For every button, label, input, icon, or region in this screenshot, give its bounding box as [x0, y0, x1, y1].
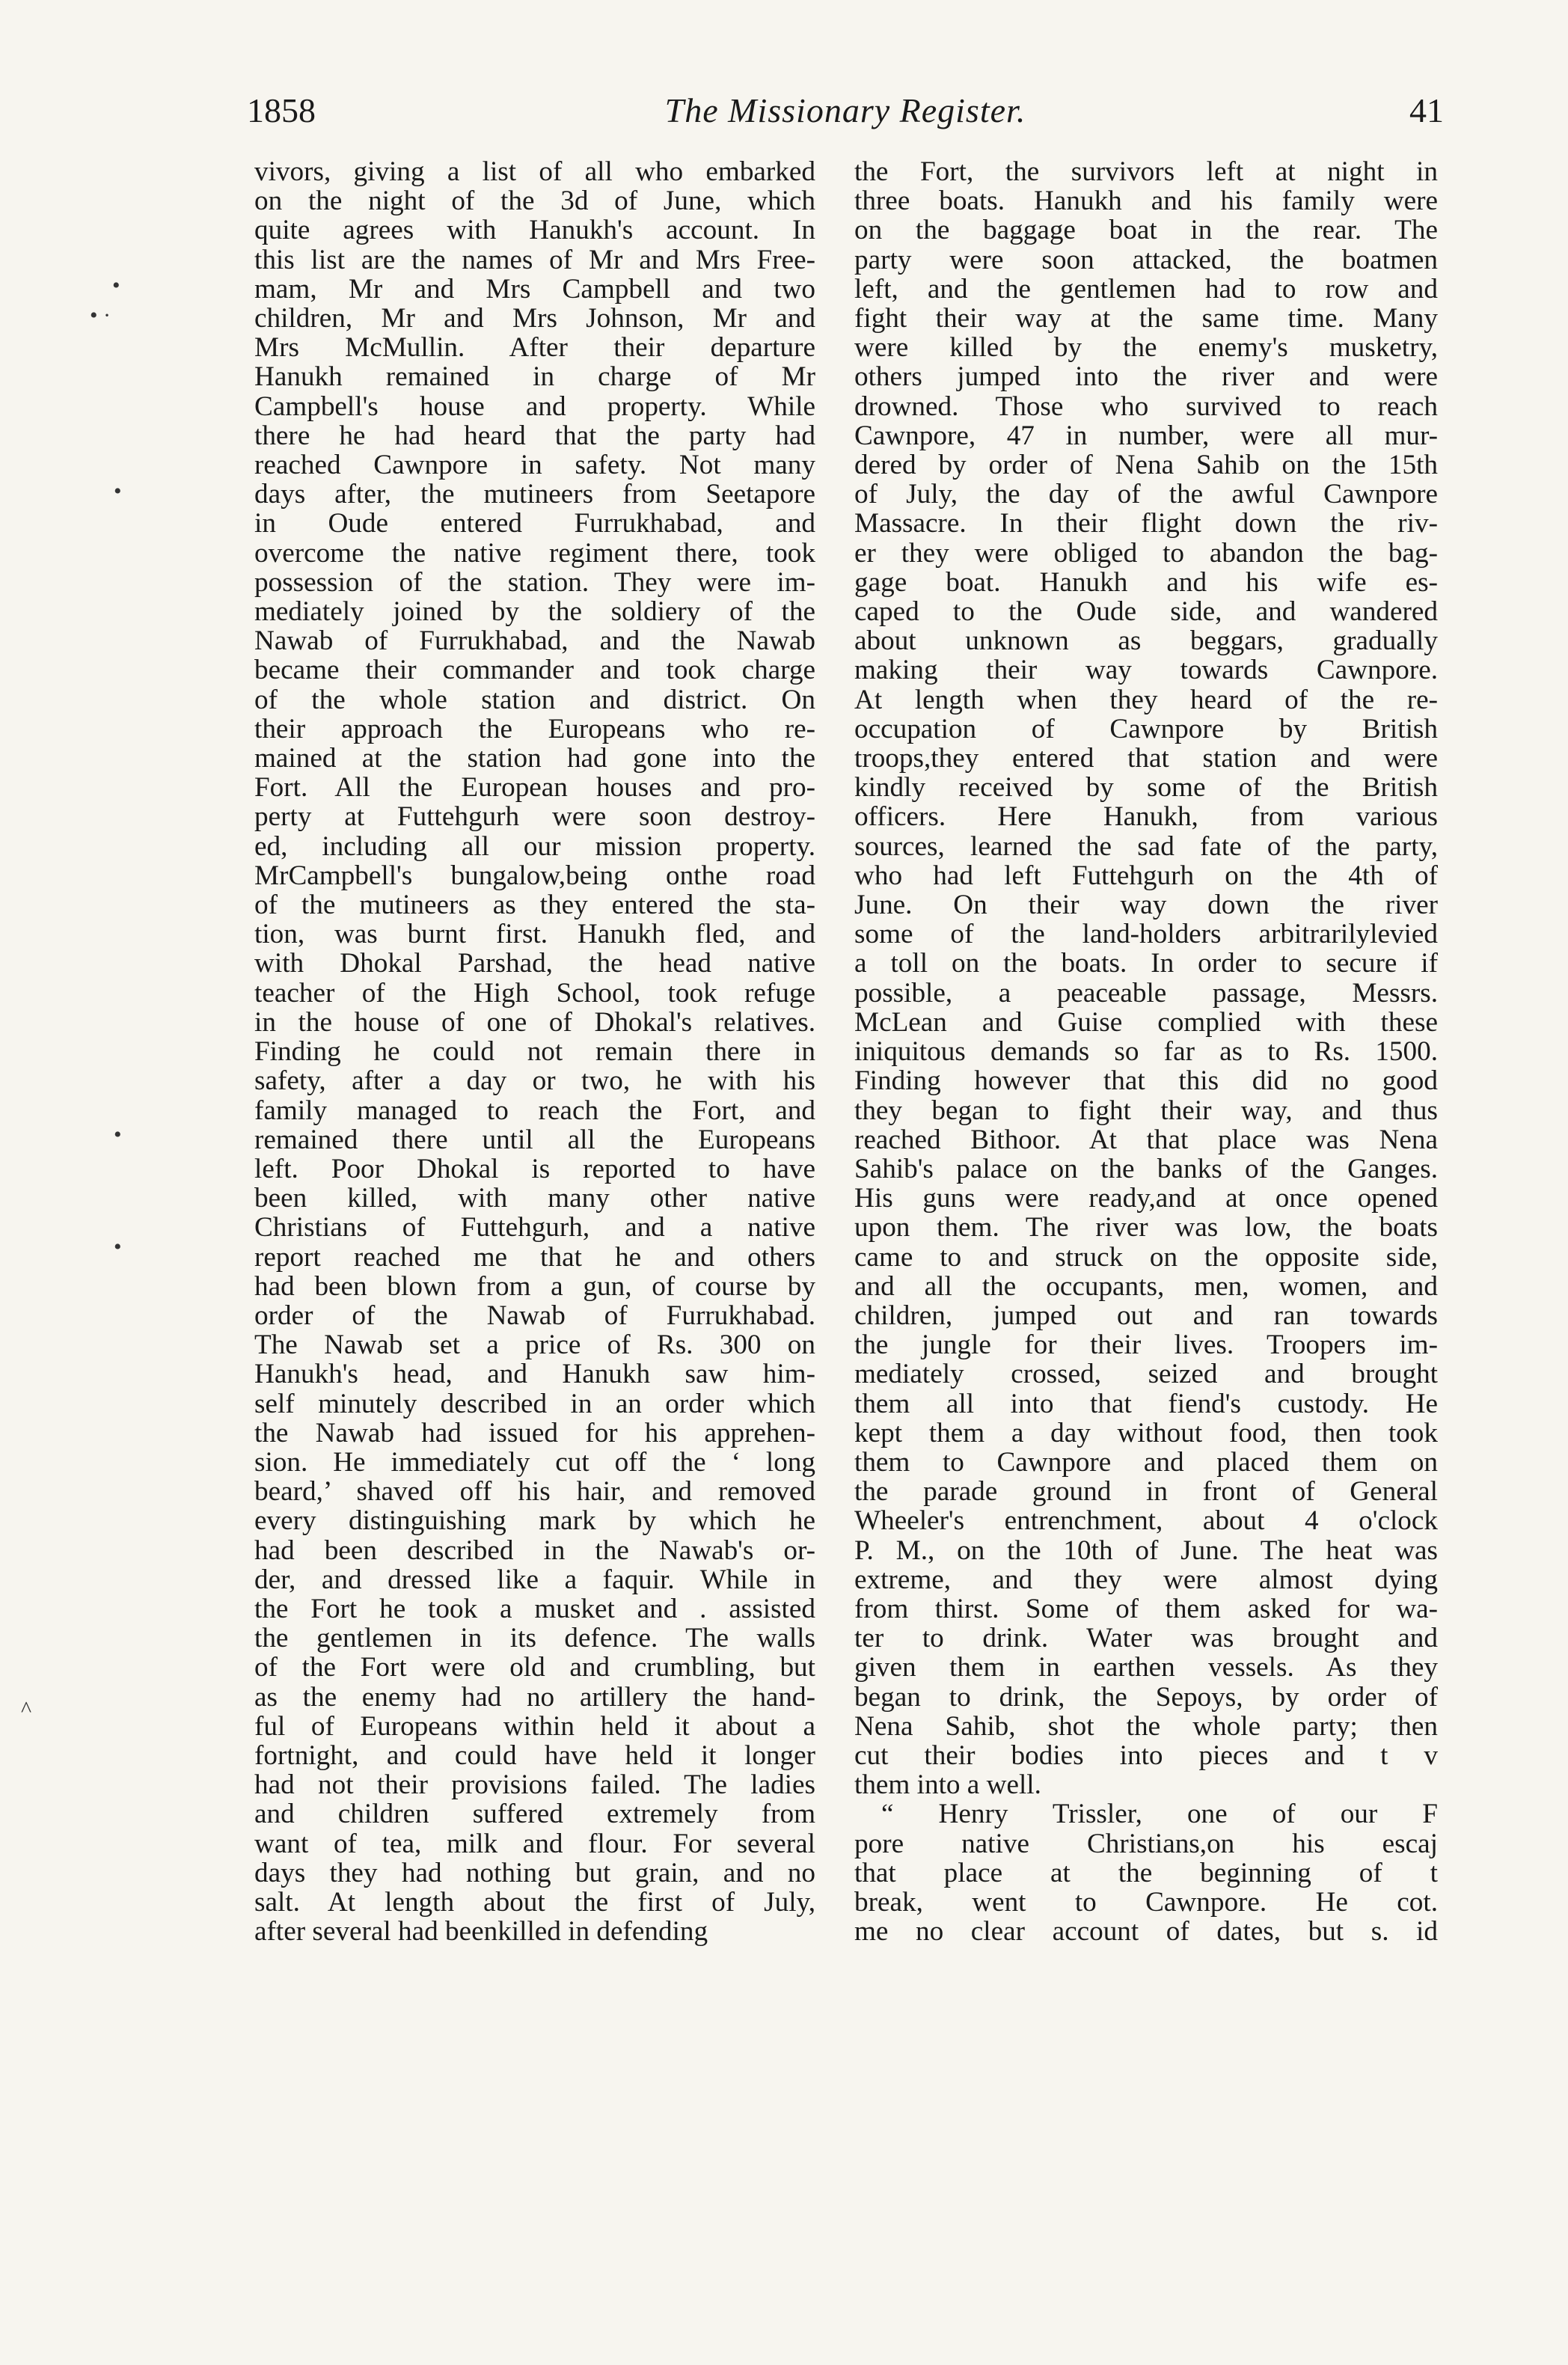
- text-line: The Nawab set a price of Rs. 300 on: [254, 1330, 815, 1360]
- text-line: making their way towards Cawnpore.: [854, 655, 1438, 685]
- text-line: drowned. Those who survived to reach: [854, 391, 1438, 421]
- text-line: reached Cawnpore in safety. Not many: [254, 450, 815, 480]
- text-line: mediately joined by the soldiery of the: [254, 597, 815, 627]
- text-line: had not their provisions failed. The ladies: [254, 1770, 815, 1800]
- page-header: [247, 88, 1444, 141]
- text-line: reached Bithoor. At that place was Nena: [854, 1125, 1438, 1154]
- text-line: dered by order of Nena Sahib on the 15th: [854, 450, 1438, 480]
- text-line: of July, the day of the awful Cawnpore: [854, 480, 1438, 510]
- text-line: on the night of the 3d of June, which: [254, 186, 815, 216]
- text-line: left. Poor Dhokal is reported to have: [254, 1154, 815, 1184]
- text-line: that place at the beginning of t: [854, 1858, 1438, 1888]
- text-line: me no clear account of dates, but s. id: [854, 1917, 1438, 1947]
- text-line: three boats. Hanukh and his family were: [854, 186, 1438, 216]
- text-line: possession of the station. They were im-: [254, 567, 815, 598]
- margin-mark: • ·: [90, 303, 111, 328]
- text-line: Campbell's house and property. While: [254, 391, 815, 421]
- text-line: mediately crossed, seized and brought: [854, 1359, 1438, 1389]
- text-line: Massacre. In their flight down the riv-: [854, 509, 1438, 539]
- text-line: McLean and Guise complied with these: [854, 1007, 1438, 1038]
- text-line: the parade ground in front of General: [854, 1477, 1438, 1507]
- text-line: left, and the gentlemen had to row and: [854, 274, 1438, 305]
- text-line: Finding he could not remain there in: [254, 1037, 815, 1067]
- text-line: ed, including all our mission property.: [254, 831, 815, 861]
- text-line: days after, the mutineers from Seetapore: [254, 480, 815, 510]
- text-line: and children suffered extremely from: [254, 1799, 815, 1829]
- text-line: “ Henry Trissler, one of our F: [881, 1799, 1438, 1829]
- text-line: Mrs McMullin. After their departure: [254, 333, 815, 363]
- text-line: on the baggage boat in the rear. The: [854, 215, 1438, 245]
- text-line: pore native Christians,on his escaj: [854, 1829, 1438, 1858]
- text-line: er they were obliged to abandon the bag-: [854, 538, 1438, 568]
- text-line: salt. At length about the first of July,: [254, 1887, 815, 1918]
- text-line: Sahib's palace on the banks of the Ganges.: [854, 1154, 1438, 1184]
- text-line: this list are the names of Mr and Mrs Free-: [254, 245, 815, 275]
- text-line: them into a well.: [854, 1770, 1041, 1800]
- text-line: the Fort he took a musket and . assisted: [254, 1594, 815, 1624]
- header-year: 1858: [247, 91, 316, 129]
- text-line: had been described in the Nawab's or-: [254, 1535, 815, 1565]
- text-line: ful of Europeans within held it about a: [254, 1711, 815, 1741]
- text-line: quite agrees with Hanukh's account. In: [254, 215, 815, 245]
- text-line: Fort. All the European houses and pro-: [254, 773, 815, 803]
- text-line: and all the occupants, men, women, and: [854, 1271, 1438, 1301]
- text-line: them all into that fiend's custody. He: [854, 1389, 1438, 1419]
- text-line: troops,they entered that station and were: [854, 744, 1438, 774]
- text-line: days they had nothing but grain, and no: [254, 1858, 815, 1888]
- text-line: about unknown as beggars, gradually: [854, 626, 1438, 656]
- text-line: in the house of one of Dhokal's relatives.: [254, 1007, 815, 1038]
- text-line: safety, after a day or two, he with his: [254, 1066, 815, 1096]
- text-line: His guns were ready,and at once opened: [854, 1184, 1438, 1214]
- text-line: the Fort, the survivors left at night in: [854, 157, 1438, 187]
- text-line: extreme, and they were almost dying: [854, 1564, 1438, 1594]
- text-line: P. M., on the 10th of June. The heat was: [854, 1535, 1438, 1565]
- text-line: remained there until all the Europeans: [254, 1125, 815, 1154]
- text-line: from thirst. Some of them asked for wa-: [854, 1594, 1438, 1624]
- text-line: self minutely described in an order which: [254, 1389, 815, 1419]
- text-line: of the mutineers as they entered the sta-: [254, 890, 815, 920]
- text-line: gage boat. Hanukh and his wife es-: [854, 567, 1438, 598]
- margin-mark: •: [114, 1234, 122, 1259]
- text-line: overcome the native regiment there, took: [254, 538, 815, 568]
- text-line: with Dhokal Parshad, the head native: [254, 949, 815, 979]
- right-column: [854, 157, 1438, 1946]
- text-line: became their commander and took charge: [254, 655, 815, 685]
- text-line: officers. Here Hanukh, from various: [854, 802, 1438, 832]
- text-line: others jumped into the river and were: [854, 362, 1438, 392]
- text-line: occupation of Cawnpore by British: [854, 714, 1438, 744]
- text-line: Nena Sahib, shot the whole party; then: [854, 1711, 1438, 1741]
- text-line: Hanukh's head, and Hanukh saw him-: [254, 1359, 815, 1389]
- text-line: them to Cawnpore and placed them on: [854, 1447, 1438, 1478]
- text-line: At length when they heard of the re-: [854, 685, 1438, 715]
- text-line: fight their way at the same time. Many: [854, 304, 1438, 334]
- text-line: of the whole station and district. On: [254, 685, 815, 715]
- running-title: The Missionary Register.: [664, 91, 1026, 129]
- text-line: began to drink, the Sepoys, by order of: [854, 1682, 1438, 1712]
- text-line: of the Fort were old and crumbling, but: [254, 1653, 815, 1683]
- text-line: MrCampbell's bungalow,being onthe road: [254, 860, 815, 891]
- text-line: cut their bodies into pieces and t v: [854, 1740, 1438, 1771]
- text-line: the gentlemen in its defence. The walls: [254, 1624, 815, 1653]
- text-line: vivors, giving a list of all who embarked: [254, 157, 815, 187]
- text-line: teacher of the High School, took refuge: [254, 978, 815, 1008]
- text-line: children, jumped out and ran towards: [854, 1300, 1438, 1331]
- text-line: sion. He immediately cut off the ‘ long: [254, 1447, 815, 1478]
- text-line: June. On their way down the river: [854, 890, 1438, 920]
- text-line: Finding however that this did no good: [854, 1066, 1438, 1096]
- text-line: order of the Nawab of Furrukhabad.: [254, 1300, 815, 1331]
- text-line: Christians of Futtehgurh, and a native: [254, 1213, 815, 1243]
- text-line: want of tea, milk and flour. For several: [254, 1829, 815, 1858]
- text-line: Wheeler's entrenchment, about 4 o'clock: [854, 1506, 1438, 1536]
- text-line: iniquitous demands so far as to Rs. 1500.: [854, 1037, 1438, 1067]
- text-line: ter to drink. Water was brought and: [854, 1624, 1438, 1653]
- text-line: der, and dressed like a faquir. While in: [254, 1564, 815, 1594]
- text-line: some of the land-holders arbitrarilylevied: [854, 920, 1438, 949]
- text-line: as the enemy had no artillery the hand-: [254, 1682, 815, 1712]
- text-line: in Oude entered Furrukhabad, and: [254, 509, 815, 539]
- margin-mark: •: [114, 1122, 122, 1147]
- text-line: the Nawab had issued for his apprehen-: [254, 1418, 815, 1448]
- text-line: fortnight, and could have held it longer: [254, 1740, 815, 1771]
- text-line: perty at Futtehgurh were soon destroy-: [254, 802, 815, 832]
- text-line: after several had beenkilled in defending: [254, 1917, 708, 1947]
- margin-mark: •: [114, 479, 122, 504]
- text-line: the jungle for their lives. Troopers im-: [854, 1330, 1438, 1360]
- text-line: break, went to Cawnpore. He cot.: [854, 1887, 1438, 1918]
- text-line: kept them a day without food, then took: [854, 1418, 1438, 1448]
- text-line: every distinguishing mark by which he: [254, 1506, 815, 1536]
- margin-mark: •: [112, 273, 120, 298]
- text-line: report reached me that he and others: [254, 1242, 815, 1272]
- text-line: caped to the Oude side, and wandered: [854, 597, 1438, 627]
- text-line: were killed by the enemy's musketry,: [854, 333, 1438, 363]
- text-line: family managed to reach the Fort, and: [254, 1095, 815, 1125]
- text-line: kindly received by some of the British: [854, 773, 1438, 803]
- text-line: their approach the Europeans who re-: [254, 714, 815, 744]
- text-line: Nawab of Furrukhabad, and the Nawab: [254, 626, 815, 656]
- text-line: mam, Mr and Mrs Campbell and two: [254, 274, 815, 305]
- text-line: sources, learned the sad fate of the party,: [854, 831, 1438, 861]
- text-line: Hanukh remained in charge of Mr: [254, 362, 815, 392]
- text-line: mained at the station had gone into the: [254, 744, 815, 774]
- text-line: tion, was burnt first. Hanukh fled, and: [254, 920, 815, 949]
- text-line: there he had heard that the party had: [254, 420, 815, 451]
- text-line: came to and struck on the opposite side,: [854, 1242, 1438, 1272]
- text-line: been killed, with many other native: [254, 1184, 815, 1214]
- page-number: 41: [1409, 91, 1444, 129]
- text-line: beard,’ shaved off his hair, and removed: [254, 1477, 815, 1507]
- text-line: possible, a peaceable passage, Messrs.: [854, 978, 1438, 1008]
- text-line: given them in earthen vessels. As they: [854, 1653, 1438, 1683]
- margin-mark: ^: [21, 1697, 32, 1722]
- text-line: Cawnpore, 47 in number, were all mur-: [854, 420, 1438, 451]
- text-line: they began to fight their way, and thus: [854, 1095, 1438, 1125]
- left-column: [254, 157, 815, 1946]
- text-line: a toll on the boats. In order to secure if: [854, 949, 1438, 979]
- text-line: had been blown from a gun, of course by: [254, 1271, 815, 1301]
- text-line: who had left Futtehgurh on the 4th of: [854, 860, 1438, 891]
- text-line: children, Mr and Mrs Johnson, Mr and: [254, 304, 815, 334]
- text-line: party were soon attacked, the boatmen: [854, 245, 1438, 275]
- text-line: upon them. The river was low, the boats: [854, 1213, 1438, 1243]
